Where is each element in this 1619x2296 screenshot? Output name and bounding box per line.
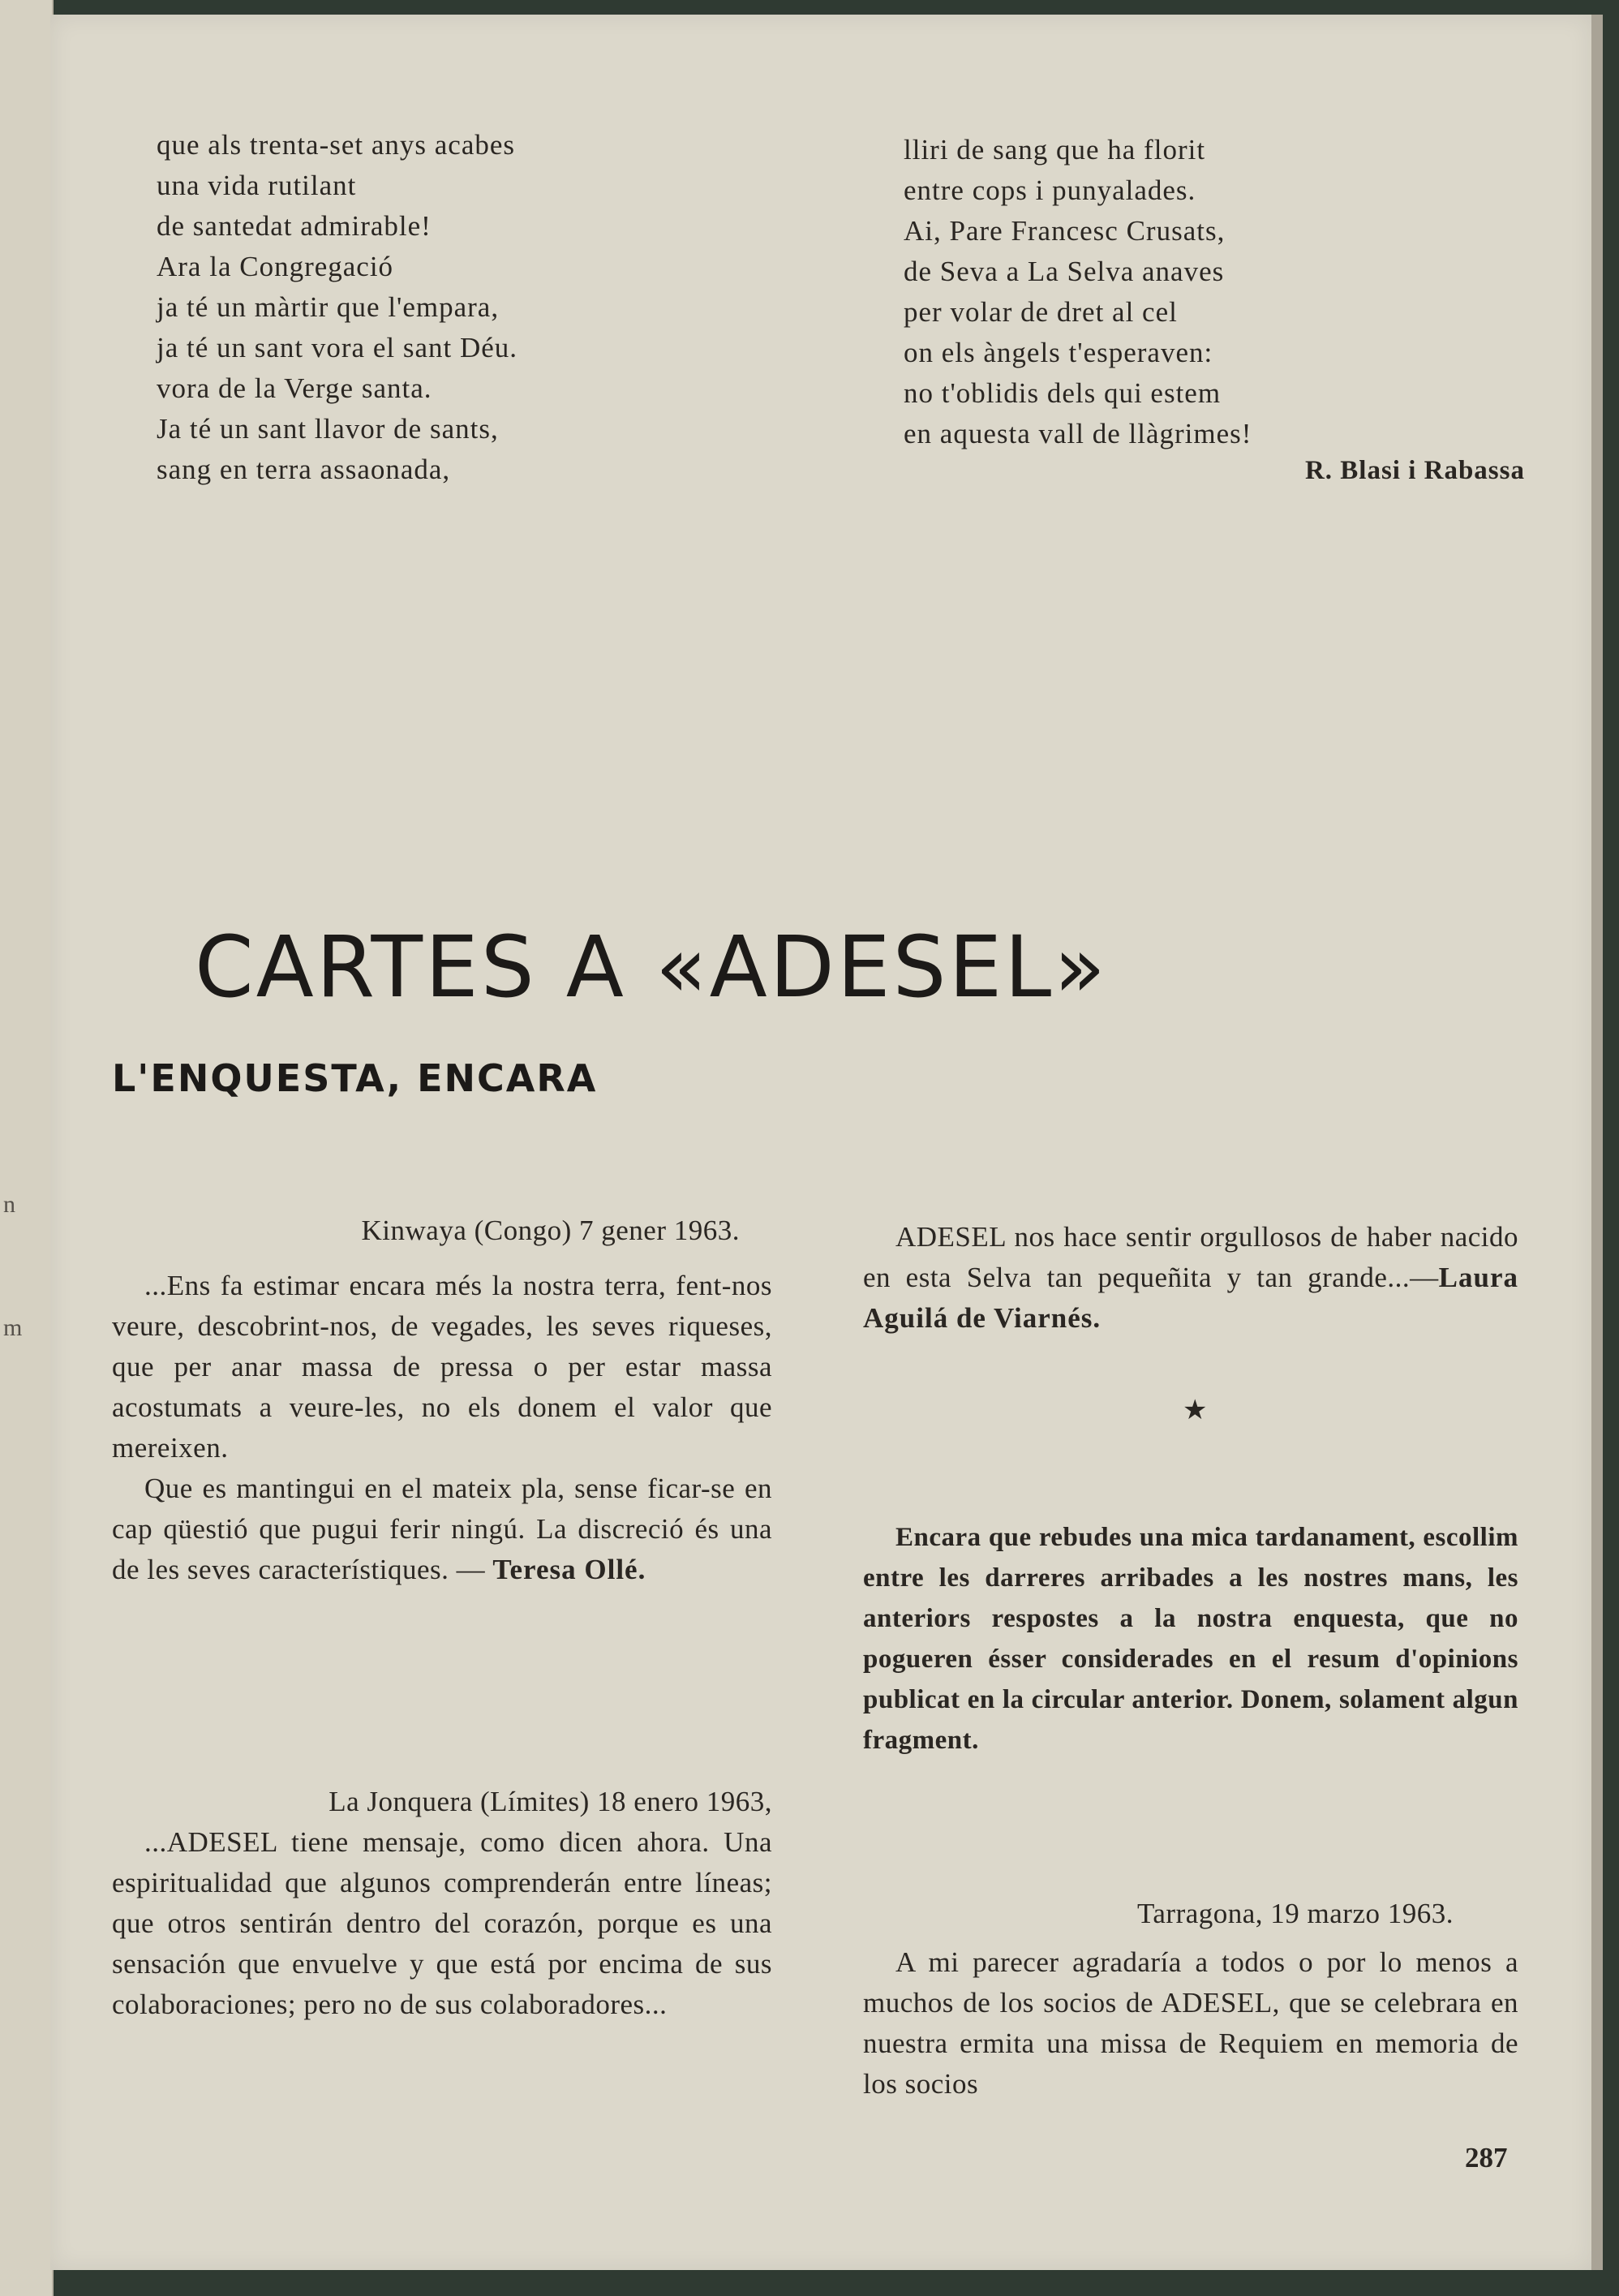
poem-line: una vida rutilant: [157, 170, 357, 201]
letter-paragraph: A mi parecer agradaría a todos o por lo menos a muchos de los socios de ADESEL, que se celebrara en nuestra ermita una missa de Requiem en memoria de los socios: [863, 1946, 1518, 2100]
letter-author: Teresa Ollé.: [492, 1554, 646, 1585]
poem-left-column: [157, 125, 517, 490]
editorial-note: [863, 1517, 1518, 1761]
page-edge-shadow: [1591, 15, 1603, 2270]
poem-line: de santedat admirable!: [157, 210, 432, 242]
poem-right-column: [904, 130, 1252, 454]
letter-paragraph: [863, 1217, 1518, 1339]
poem-line: Ja té un sant llavor de sants,: [157, 413, 499, 445]
letter-author: Laura Aguilá de Viarnés.: [863, 1262, 1518, 1334]
poem-line: entre cops i punyalades.: [904, 174, 1196, 206]
poem-line: ja té un màrtir que l'empara,: [157, 291, 500, 323]
letter-tarragona: [863, 1894, 1518, 2105]
letter-paragraph: [112, 1468, 772, 1590]
poem-line: vora de la Verge santa.: [157, 372, 432, 404]
editorial-note-text: Encara que rebudes una mica tardanament, escollim entre les darreres arribades a les nostres mans, les anteriors respostes a la nostra enquesta, que no pogueren ésser considerades en el resum d'opinions publicat en la circular anterior. Donem, solament algun fragment.: [863, 1523, 1518, 1755]
edge-fragment: n: [3, 1191, 15, 1218]
poem-line: sang en terra assaonada,: [157, 454, 451, 485]
letter-text: Que es mantingui en el mateix pla, sense ficar-se en cap qüestió que pugui ferir ningú. La discreció és una de les seves característiques. —: [112, 1473, 772, 1585]
poem-signature: R. Blasi i Rabassa: [1304, 456, 1525, 485]
letter-text: ADESEL nos hace sentir orgullosos de haber nacido en esta Selva tan pequeñita y tan grande...—: [863, 1221, 1518, 1293]
poem-line: no t'oblidis dels qui estem: [904, 377, 1222, 409]
poem-line: en aquesta vall de llàgrimes!: [904, 418, 1252, 449]
letter-paragraph: ...ADESEL tiene mensaje, como dicen ahora. Una espiritualidad que algunos comprenderán entre líneas; que otros sentirán dentro del corazón, porque es una sensación que envuelve y que está por encima de sus colaboraciones; pero no de sus colaboradores...: [112, 1826, 772, 2020]
poem-line: per volar de dret al cel: [904, 296, 1178, 328]
poem-line: ja té un sant vora el sant Déu.: [157, 332, 518, 363]
letter-dateline: La Jonquera (Límites) 18 enero 1963,: [329, 1786, 772, 1817]
page-number: 287: [1465, 2142, 1508, 2173]
poem-line: Ai, Pare Francesc Crusats,: [904, 215, 1226, 247]
letter-dateline: Tarragona, 19 marzo 1963.: [1136, 1898, 1454, 1929]
poem-line: de Seva a La Selva anaves: [904, 256, 1225, 287]
letter-dateline: Kinwaya (Congo) 7 gener 1963.: [361, 1215, 740, 1246]
poem-line: lliri de sang que ha florit: [904, 134, 1206, 166]
section-title: CARTES A «ADESEL»: [195, 918, 1108, 1017]
letter-la-jonquera-continued: [863, 1217, 1518, 1339]
poem-line: que als trenta-set anys acabes: [157, 129, 516, 161]
separator-star-icon: ★: [1183, 1395, 1208, 1425]
adjacent-page-edge: [0, 0, 54, 2296]
letter-kinwaya: [112, 1210, 772, 1590]
edge-fragment: m: [3, 1314, 23, 1341]
section-subtitle: L'ENQUESTA, ENCARA: [112, 1056, 598, 1100]
poem-line: Ara la Congregació: [157, 251, 394, 282]
poem-line: on els àngels t'esperaven:: [904, 337, 1213, 368]
letter-la-jonquera: [112, 1782, 772, 2025]
letter-paragraph: ...Ens fa estimar encara més la nostra terra, fent-nos veure, descobrint-nos, de vegades, les seves riqueses, que per anar massa de pressa o per estar massa acostumats a veure-les, no els donem el valor que mereixen.: [112, 1270, 772, 1464]
